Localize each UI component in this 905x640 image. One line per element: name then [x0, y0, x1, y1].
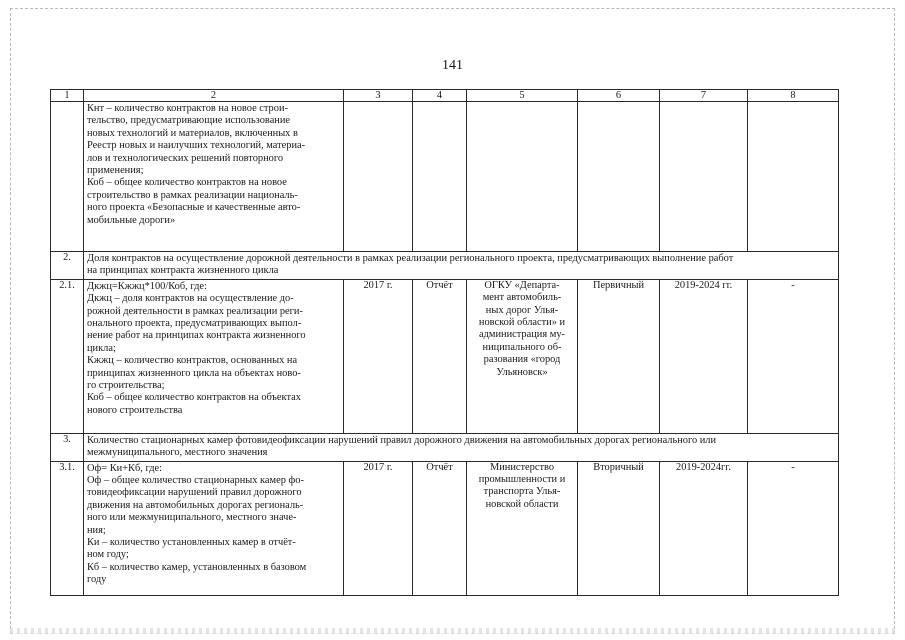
header-col-6: 6 [578, 90, 660, 102]
header-col-5: 5 [467, 90, 578, 102]
note: - [748, 279, 839, 433]
responsible-line: новской области [485, 498, 559, 510]
responsible-line: транспорта Улья- [483, 486, 561, 498]
description-line: рожной деятельности в рамках реализации реги- [87, 305, 303, 317]
description-line: нение работ на принципах контракта жизненного [87, 330, 306, 342]
description-line: Кжжц – количество контрактов, основанных на [87, 355, 298, 367]
empty-cell [344, 102, 413, 252]
section-row-2 [51, 252, 839, 280]
description-line: принципах жизненного цикла на объектах ново- [87, 367, 301, 379]
description-line: товидеофиксации нарушений правил дорожного [87, 487, 302, 499]
description-line: ного или межмуниципального, местного значе- [87, 512, 297, 524]
indicators-table [50, 89, 839, 596]
table-row-2-1 [51, 279, 839, 433]
table-row-3-1 [51, 461, 839, 595]
header-col-8: 8 [748, 90, 839, 102]
header-col-7: 7 [660, 90, 748, 102]
description-line: Оф= Ки+Кб, где: [87, 462, 162, 474]
responsible-line: ОГКУ «Департа- [484, 279, 560, 291]
section-title [84, 433, 839, 461]
description-line: ном году; [87, 549, 129, 561]
table-header-row [51, 90, 839, 102]
description-line: лов и технологических решений повторного [87, 152, 284, 164]
section-number: 3. [51, 433, 84, 461]
responsible-line: разования «город [483, 354, 561, 366]
description-line: ного проекта «Безопасные и качественные авто- [87, 202, 301, 214]
formula-description-cell [84, 102, 344, 252]
period-type: Отчёт [413, 461, 467, 595]
responsible-line: промышленности и [478, 474, 566, 486]
empty-cell [413, 102, 467, 252]
empty-cell [748, 102, 839, 252]
description-line: применения; [87, 165, 144, 177]
description-line: нового строительства [87, 404, 183, 416]
section-title-line: Доля контрактов на осуществление дорожной деятельности в рамках реализации регионального проекта, предусматривающих выполнение работ [87, 253, 734, 264]
description-line: Коб – общее количество контрактов на объектах [87, 392, 301, 404]
description-line: Реестр новых и наилучших технологий, материа- [87, 140, 306, 152]
header-col-2: 2 [84, 90, 344, 102]
base-year: 2017 г. [344, 461, 413, 595]
row-number: 2.1. [51, 279, 84, 433]
empty-cell [467, 102, 578, 252]
description-line: Кнт – количество контрактов на новое строи- [87, 103, 288, 114]
section-row-3 [51, 433, 839, 461]
section-title-line: на принципах контракта жизненного цикла [87, 265, 279, 277]
description-line: тельство, предусматривающие использование [87, 115, 291, 127]
description-line: Коб – общее количество контрактов на новое [87, 177, 287, 189]
source-type: Первичный [578, 279, 660, 433]
description-line: строительство в рамках реализации националь- [87, 189, 298, 201]
responsible-line: ных дорог Улья- [485, 304, 559, 316]
description-line: новых технологий и материалов, включенных в [87, 127, 298, 139]
responsible-line: Ульяновск» [496, 366, 548, 378]
description-line: го строительства; [87, 380, 165, 392]
responsible-body [467, 279, 578, 433]
row-number: 3.1. [51, 461, 84, 595]
empty-cell [578, 102, 660, 252]
page-number: 141 [442, 58, 463, 73]
formula-description-cell [84, 279, 344, 433]
section-title-line: межмуниципального, местного значения [87, 447, 268, 459]
description-line: онального проекта, предусматривающих выпол- [87, 318, 302, 330]
description-line: Кб – количество камер, установленных в базовом [87, 561, 307, 573]
source-type: Вторичный [578, 461, 660, 595]
responsible-line: ниципального об- [482, 341, 562, 353]
section-title-line: Количество стационарных камер фотовидеофиксации нарушений правил дорожного движения на автомобильных дорогах регионального или [87, 434, 717, 446]
formula-description-cell [84, 461, 344, 595]
empty-cell [660, 102, 748, 252]
responsible-line: новской области» и [478, 317, 566, 329]
description-line: ния; [87, 524, 106, 536]
responsible-line: мент автомобиль- [482, 292, 562, 304]
header-col-1: 1 [51, 90, 84, 102]
row-number-cell [51, 102, 84, 252]
responsible-line: Министерство [489, 461, 555, 473]
description-line: Оф – общее количество стационарных камер фо- [87, 475, 304, 487]
table-row-continuation [51, 102, 839, 252]
responsible-body [467, 461, 578, 595]
scan-edge-artifact [10, 628, 895, 634]
description-line: Дкжц – доля контрактов на осуществление до- [87, 293, 294, 305]
description-line: Ки – количество установленных камер в отчёт- [87, 537, 296, 549]
section-title [84, 252, 839, 280]
note: - [748, 461, 839, 595]
years-range: 2019-2024гг. [660, 461, 748, 595]
responsible-line: администрация му- [479, 329, 565, 341]
description-line: движения на автомобильных дорогах региональ- [87, 499, 304, 511]
period-type: Отчёт [413, 279, 467, 433]
years-range: 2019-2024 гг. [660, 279, 748, 433]
description-line: мобильные дороги» [87, 214, 176, 226]
description-line: цикла; [87, 342, 116, 354]
base-year: 2017 г. [344, 279, 413, 433]
description-line: году [87, 574, 107, 586]
header-col-4: 4 [413, 90, 467, 102]
section-number: 2. [51, 252, 84, 280]
header-col-3: 3 [344, 90, 413, 102]
description-line: Дкжц=Кжжц*100/Коб, где: [87, 280, 207, 292]
